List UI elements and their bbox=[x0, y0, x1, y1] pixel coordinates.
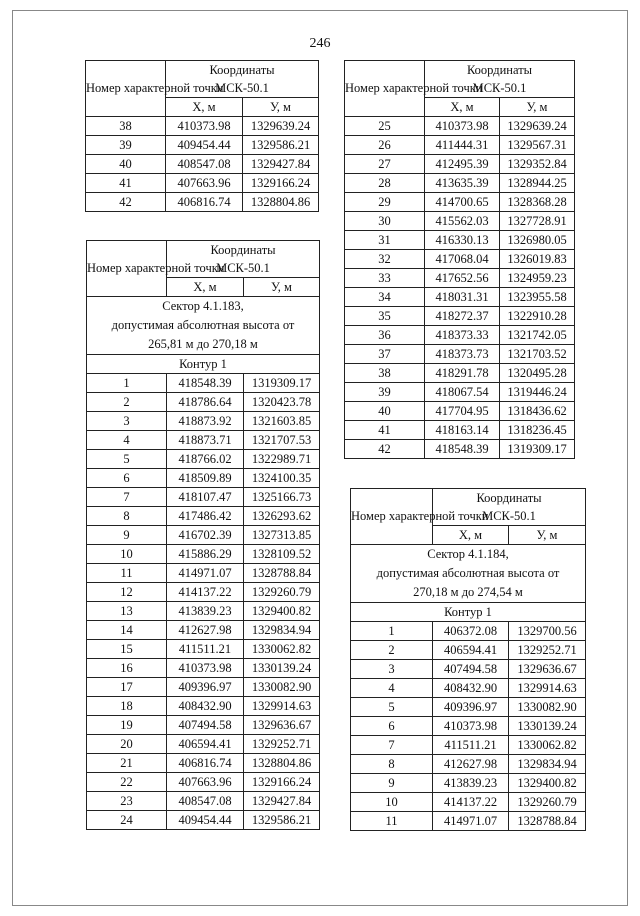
point-number-cell: 17 bbox=[87, 678, 167, 697]
y-coordinate-cell: 1321703.52 bbox=[500, 345, 575, 364]
x-coordinate-cell: 410373.98 bbox=[425, 117, 500, 136]
x-coordinate-cell: 410373.98 bbox=[167, 659, 244, 678]
sector-line: допустимая абсолютная высота от bbox=[111, 318, 295, 332]
point-number-cell: 32 bbox=[345, 250, 425, 269]
point-number-cell: 19 bbox=[87, 716, 167, 735]
x-coordinate-cell: 417652.56 bbox=[425, 269, 500, 288]
y-coordinate-cell: 1326293.62 bbox=[244, 507, 320, 526]
table-row bbox=[87, 697, 320, 716]
point-number-cell: 7 bbox=[87, 488, 167, 507]
table-row bbox=[345, 250, 575, 269]
table-row bbox=[87, 412, 320, 431]
x-coordinate-cell: 408432.90 bbox=[167, 697, 244, 716]
table-row bbox=[351, 660, 586, 679]
table-row bbox=[345, 193, 575, 212]
x-coordinate-cell: 415562.03 bbox=[425, 212, 500, 231]
point-number-cell: 26 bbox=[345, 136, 425, 155]
table-row bbox=[345, 402, 575, 421]
point-number-cell: 5 bbox=[87, 450, 167, 469]
point-number-cell: 6 bbox=[87, 469, 167, 488]
y-coordinate-cell: 1322989.71 bbox=[244, 450, 320, 469]
point-number-cell: 3 bbox=[351, 660, 433, 679]
table-row bbox=[345, 136, 575, 155]
table-row bbox=[351, 793, 586, 812]
sector-line: 270,18 м до 274,54 м bbox=[413, 585, 523, 599]
x-coordinate-cell: 408547.08 bbox=[167, 792, 244, 811]
header-row bbox=[86, 61, 319, 98]
y-coordinate-cell: 1329567.31 bbox=[500, 136, 575, 155]
page-number: 246 bbox=[309, 36, 331, 51]
y-coordinate-cell: 1322910.28 bbox=[500, 307, 575, 326]
coordinates-header-line2: МСК-50.1 bbox=[482, 509, 536, 523]
point-number-cell: 13 bbox=[87, 602, 167, 621]
point-number-cell: 42 bbox=[86, 193, 166, 212]
table-row bbox=[87, 545, 320, 564]
table-row bbox=[351, 774, 586, 793]
y-coordinate-cell: 1329586.21 bbox=[244, 811, 320, 830]
y-column-header: У, м bbox=[500, 98, 575, 117]
point-number-header: Номер характерной точки bbox=[86, 61, 166, 117]
table-row bbox=[87, 469, 320, 488]
y-coordinate-cell: 1330139.24 bbox=[244, 659, 320, 678]
coordinates-header-line1: Координаты bbox=[476, 491, 542, 505]
y-coordinate-cell: 1319309.17 bbox=[244, 374, 320, 393]
y-coordinate-cell: 1325166.73 bbox=[244, 488, 320, 507]
y-coordinate-cell: 1321742.05 bbox=[500, 326, 575, 345]
table-row bbox=[351, 679, 586, 698]
y-coordinate-cell: 1320423.78 bbox=[244, 393, 320, 412]
y-coordinate-cell: 1326019.83 bbox=[500, 250, 575, 269]
table-row bbox=[345, 155, 575, 174]
coordinates-table-top-left bbox=[85, 60, 319, 212]
x-coordinate-cell: 411511.21 bbox=[167, 640, 244, 659]
x-coordinate-cell: 406816.74 bbox=[166, 193, 243, 212]
x-coordinate-cell: 418786.64 bbox=[167, 393, 244, 412]
x-coordinate-cell: 414137.22 bbox=[433, 793, 509, 812]
x-coordinate-cell: 414971.07 bbox=[167, 564, 244, 583]
point-number-cell: 4 bbox=[87, 431, 167, 450]
y-coordinate-cell: 1319446.24 bbox=[500, 383, 575, 402]
point-number-cell: 9 bbox=[351, 774, 433, 793]
table-row bbox=[87, 526, 320, 545]
table-row bbox=[87, 621, 320, 640]
point-number-cell: 24 bbox=[87, 811, 167, 830]
y-coordinate-cell: 1329834.94 bbox=[509, 755, 586, 774]
point-number-cell: 1 bbox=[87, 374, 167, 393]
x-coordinate-cell: 418373.33 bbox=[425, 326, 500, 345]
point-number-header: Номер характерной точки bbox=[87, 241, 167, 297]
point-number-cell: 40 bbox=[345, 402, 425, 421]
x-coordinate-cell: 410373.98 bbox=[433, 717, 509, 736]
table-row bbox=[87, 754, 320, 773]
table-row bbox=[345, 421, 575, 440]
point-number-cell: 20 bbox=[87, 735, 167, 754]
coordinates-table-top-right bbox=[344, 60, 575, 459]
x-coordinate-cell: 416330.13 bbox=[425, 231, 500, 250]
table-row bbox=[345, 345, 575, 364]
y-coordinate-cell: 1329400.82 bbox=[509, 774, 586, 793]
x-coordinate-cell: 417068.04 bbox=[425, 250, 500, 269]
sector-line: Сектор 4.1.183, bbox=[162, 299, 244, 313]
y-coordinate-cell: 1329252.71 bbox=[509, 641, 586, 660]
x-coordinate-cell: 413635.39 bbox=[425, 174, 500, 193]
coordinates-header-line1: Координаты bbox=[209, 63, 275, 77]
coordinates-header-line2: МСК-50.1 bbox=[472, 81, 527, 95]
x-coordinate-cell: 411444.31 bbox=[425, 136, 500, 155]
header-row bbox=[351, 489, 586, 526]
sector-line: 265,81 м до 270,18 м bbox=[148, 337, 258, 351]
x-coordinate-cell: 409454.44 bbox=[166, 136, 243, 155]
point-number-cell: 38 bbox=[345, 364, 425, 383]
x-coordinate-cell: 414700.65 bbox=[425, 193, 500, 212]
point-number-cell: 41 bbox=[345, 421, 425, 440]
y-coordinate-cell: 1329252.71 bbox=[244, 735, 320, 754]
x-coordinate-cell: 416702.39 bbox=[167, 526, 244, 545]
coordinates-header-line2: МСК-50.1 bbox=[215, 81, 269, 95]
table-row bbox=[351, 755, 586, 774]
table-row bbox=[87, 773, 320, 792]
table-row bbox=[87, 374, 320, 393]
y-coordinate-cell: 1329427.84 bbox=[243, 155, 319, 174]
table-row bbox=[345, 307, 575, 326]
y-coordinate-cell: 1329639.24 bbox=[500, 117, 575, 136]
table-row bbox=[87, 678, 320, 697]
coordinates-header-line1: Координаты bbox=[466, 63, 533, 77]
sector-description bbox=[351, 545, 586, 603]
point-number-cell: 33 bbox=[345, 269, 425, 288]
x-column-header: X, м bbox=[166, 98, 243, 117]
point-number-cell: 2 bbox=[351, 641, 433, 660]
table-row bbox=[86, 155, 319, 174]
x-coordinate-cell: 415886.29 bbox=[167, 545, 244, 564]
table-row bbox=[87, 640, 320, 659]
y-coordinate-cell: 1328804.86 bbox=[243, 193, 319, 212]
y-coordinate-cell: 1321603.85 bbox=[244, 412, 320, 431]
y-column-header: У, м bbox=[509, 526, 586, 545]
y-coordinate-cell: 1329400.82 bbox=[244, 602, 320, 621]
point-number-cell: 9 bbox=[87, 526, 167, 545]
x-coordinate-cell: 413839.23 bbox=[433, 774, 509, 793]
y-coordinate-cell: 1330062.82 bbox=[509, 736, 586, 755]
y-coordinate-cell: 1318236.45 bbox=[500, 421, 575, 440]
y-coordinate-cell: 1329352.84 bbox=[500, 155, 575, 174]
x-coordinate-cell: 406816.74 bbox=[167, 754, 244, 773]
sector-line: допустимая абсолютная высота от bbox=[376, 566, 560, 580]
table-row bbox=[345, 231, 575, 250]
table-row bbox=[87, 659, 320, 678]
point-number-cell: 41 bbox=[86, 174, 166, 193]
y-coordinate-cell: 1328368.28 bbox=[500, 193, 575, 212]
y-coordinate-cell: 1329166.24 bbox=[244, 773, 320, 792]
point-number-cell: 39 bbox=[86, 136, 166, 155]
x-coordinate-cell: 413839.23 bbox=[167, 602, 244, 621]
y-coordinate-cell: 1328109.52 bbox=[244, 545, 320, 564]
point-number-cell: 16 bbox=[87, 659, 167, 678]
point-number-cell: 12 bbox=[87, 583, 167, 602]
x-coordinate-cell: 418067.54 bbox=[425, 383, 500, 402]
point-number-cell: 37 bbox=[345, 345, 425, 364]
x-coordinate-cell: 412627.98 bbox=[167, 621, 244, 640]
y-coordinate-cell: 1329260.79 bbox=[244, 583, 320, 602]
x-coordinate-cell: 418548.39 bbox=[167, 374, 244, 393]
y-coordinate-cell: 1330082.90 bbox=[509, 698, 586, 717]
header-row bbox=[345, 61, 575, 98]
table-row bbox=[87, 488, 320, 507]
x-coordinate-cell: 414971.07 bbox=[433, 812, 509, 831]
y-column-header: У, м bbox=[243, 98, 319, 117]
header-row bbox=[87, 241, 320, 278]
y-coordinate-cell: 1329166.24 bbox=[243, 174, 319, 193]
table-row bbox=[345, 269, 575, 288]
table-row bbox=[87, 393, 320, 412]
table-row bbox=[86, 117, 319, 136]
coordinates-header-line2: МСК-50.1 bbox=[216, 261, 270, 275]
point-number-cell: 21 bbox=[87, 754, 167, 773]
y-coordinate-cell: 1329700.56 bbox=[509, 622, 586, 641]
contour-label: Контур 1 bbox=[351, 603, 586, 622]
x-coordinate-cell: 406594.41 bbox=[167, 735, 244, 754]
x-coordinate-cell: 407663.96 bbox=[166, 174, 243, 193]
table-row bbox=[351, 736, 586, 755]
point-number-cell: 23 bbox=[87, 792, 167, 811]
table-row bbox=[87, 431, 320, 450]
table-row bbox=[87, 583, 320, 602]
table-row bbox=[345, 326, 575, 345]
y-coordinate-cell: 1329427.84 bbox=[244, 792, 320, 811]
x-coordinate-cell: 412627.98 bbox=[433, 755, 509, 774]
point-number-cell: 18 bbox=[87, 697, 167, 716]
point-number-cell: 38 bbox=[86, 117, 166, 136]
table-row bbox=[86, 136, 319, 155]
x-column-header: X, м bbox=[433, 526, 509, 545]
sector-line: Сектор 4.1.184, bbox=[427, 547, 509, 561]
x-coordinate-cell: 418291.78 bbox=[425, 364, 500, 383]
point-number-cell: 35 bbox=[345, 307, 425, 326]
table-row bbox=[351, 641, 586, 660]
y-coordinate-cell: 1328804.86 bbox=[244, 754, 320, 773]
point-number-cell: 11 bbox=[351, 812, 433, 831]
x-column-header: X, м bbox=[425, 98, 500, 117]
x-coordinate-cell: 418107.47 bbox=[167, 488, 244, 507]
table-row bbox=[345, 288, 575, 307]
y-coordinate-cell: 1329636.67 bbox=[244, 716, 320, 735]
table-row bbox=[351, 717, 586, 736]
y-coordinate-cell: 1319309.17 bbox=[500, 440, 575, 459]
x-coordinate-cell: 411511.21 bbox=[433, 736, 509, 755]
x-coordinate-cell: 406372.08 bbox=[433, 622, 509, 641]
y-coordinate-cell: 1329914.63 bbox=[244, 697, 320, 716]
table-row bbox=[345, 364, 575, 383]
table-row bbox=[86, 174, 319, 193]
table-row bbox=[87, 564, 320, 583]
x-coordinate-cell: 418766.02 bbox=[167, 450, 244, 469]
x-coordinate-cell: 407494.58 bbox=[433, 660, 509, 679]
x-coordinate-cell: 418031.31 bbox=[425, 288, 500, 307]
table-row bbox=[87, 811, 320, 830]
table-row bbox=[87, 716, 320, 735]
point-number-cell: 11 bbox=[87, 564, 167, 583]
y-coordinate-cell: 1330082.90 bbox=[244, 678, 320, 697]
x-coordinate-cell: 406594.41 bbox=[433, 641, 509, 660]
point-number-cell: 15 bbox=[87, 640, 167, 659]
table-row bbox=[345, 174, 575, 193]
point-number-cell: 25 bbox=[345, 117, 425, 136]
y-coordinate-cell: 1328788.84 bbox=[244, 564, 320, 583]
x-coordinate-cell: 418163.14 bbox=[425, 421, 500, 440]
point-number-cell: 22 bbox=[87, 773, 167, 792]
table-row bbox=[351, 622, 586, 641]
coordinates-table-sector-183 bbox=[86, 240, 320, 830]
x-coordinate-cell: 410373.98 bbox=[166, 117, 243, 136]
point-number-cell: 42 bbox=[345, 440, 425, 459]
y-coordinate-cell: 1320495.28 bbox=[500, 364, 575, 383]
y-coordinate-cell: 1329834.94 bbox=[244, 621, 320, 640]
y-coordinate-cell: 1329914.63 bbox=[509, 679, 586, 698]
y-coordinate-cell: 1326980.05 bbox=[500, 231, 575, 250]
x-coordinate-cell: 409454.44 bbox=[167, 811, 244, 830]
y-coordinate-cell: 1324100.35 bbox=[244, 469, 320, 488]
y-column-header: У, м bbox=[244, 278, 320, 297]
x-coordinate-cell: 418272.37 bbox=[425, 307, 500, 326]
y-coordinate-cell: 1329260.79 bbox=[509, 793, 586, 812]
y-coordinate-cell: 1329636.67 bbox=[509, 660, 586, 679]
point-number-cell: 10 bbox=[87, 545, 167, 564]
point-number-cell: 3 bbox=[87, 412, 167, 431]
x-coordinate-cell: 409396.97 bbox=[433, 698, 509, 717]
y-coordinate-cell: 1323955.58 bbox=[500, 288, 575, 307]
table-row bbox=[87, 450, 320, 469]
point-number-cell: 31 bbox=[345, 231, 425, 250]
y-coordinate-cell: 1327728.91 bbox=[500, 212, 575, 231]
point-number-header: Номер характерной точки bbox=[351, 489, 433, 545]
coordinates-header-line1: Координаты bbox=[210, 243, 276, 257]
table-row bbox=[351, 698, 586, 717]
table-row bbox=[87, 792, 320, 811]
x-coordinate-cell: 408547.08 bbox=[166, 155, 243, 174]
table-row bbox=[87, 602, 320, 621]
y-coordinate-cell: 1330139.24 bbox=[509, 717, 586, 736]
x-coordinate-cell: 418873.71 bbox=[167, 431, 244, 450]
point-number-cell: 39 bbox=[345, 383, 425, 402]
point-number-cell: 7 bbox=[351, 736, 433, 755]
point-number-cell: 8 bbox=[87, 507, 167, 526]
contour-label: Контур 1 bbox=[87, 355, 320, 374]
table-row bbox=[86, 193, 319, 212]
y-coordinate-cell: 1330062.82 bbox=[244, 640, 320, 659]
table-row bbox=[345, 117, 575, 136]
x-coordinate-cell: 407494.58 bbox=[167, 716, 244, 735]
point-number-cell: 2 bbox=[87, 393, 167, 412]
point-number-cell: 5 bbox=[351, 698, 433, 717]
y-coordinate-cell: 1329639.24 bbox=[243, 117, 319, 136]
y-coordinate-cell: 1321707.53 bbox=[244, 431, 320, 450]
x-coordinate-cell: 409396.97 bbox=[167, 678, 244, 697]
point-number-cell: 28 bbox=[345, 174, 425, 193]
table-row bbox=[345, 383, 575, 402]
x-coordinate-cell: 408432.90 bbox=[433, 679, 509, 698]
y-coordinate-cell: 1329586.21 bbox=[243, 136, 319, 155]
x-coordinate-cell: 418873.92 bbox=[167, 412, 244, 431]
y-coordinate-cell: 1328944.25 bbox=[500, 174, 575, 193]
y-coordinate-cell: 1324959.23 bbox=[500, 269, 575, 288]
x-coordinate-cell: 417486.42 bbox=[167, 507, 244, 526]
point-number-cell: 14 bbox=[87, 621, 167, 640]
point-number-cell: 40 bbox=[86, 155, 166, 174]
point-number-cell: 10 bbox=[351, 793, 433, 812]
point-number-header: Номер характерной точки bbox=[345, 61, 425, 117]
point-number-cell: 29 bbox=[345, 193, 425, 212]
x-coordinate-cell: 418548.39 bbox=[425, 440, 500, 459]
y-coordinate-cell: 1327313.85 bbox=[244, 526, 320, 545]
point-number-cell: 30 bbox=[345, 212, 425, 231]
table-row bbox=[87, 507, 320, 526]
point-number-cell: 6 bbox=[351, 717, 433, 736]
y-coordinate-cell: 1318436.62 bbox=[500, 402, 575, 421]
point-number-cell: 8 bbox=[351, 755, 433, 774]
table-row bbox=[351, 812, 586, 831]
table-row bbox=[345, 440, 575, 459]
y-coordinate-cell: 1328788.84 bbox=[509, 812, 586, 831]
point-number-cell: 4 bbox=[351, 679, 433, 698]
table-row bbox=[345, 212, 575, 231]
x-coordinate-cell: 418509.89 bbox=[167, 469, 244, 488]
x-coordinate-cell: 412495.39 bbox=[425, 155, 500, 174]
x-coordinate-cell: 417704.95 bbox=[425, 402, 500, 421]
x-coordinate-cell: 414137.22 bbox=[167, 583, 244, 602]
point-number-cell: 27 bbox=[345, 155, 425, 174]
x-coordinate-cell: 418373.73 bbox=[425, 345, 500, 364]
table-row bbox=[87, 735, 320, 754]
x-column-header: X, м bbox=[167, 278, 244, 297]
point-number-cell: 1 bbox=[351, 622, 433, 641]
point-number-cell: 34 bbox=[345, 288, 425, 307]
point-number-cell: 36 bbox=[345, 326, 425, 345]
coordinates-table-sector-184 bbox=[350, 488, 586, 831]
sector-description bbox=[87, 297, 320, 355]
x-coordinate-cell: 407663.96 bbox=[167, 773, 244, 792]
